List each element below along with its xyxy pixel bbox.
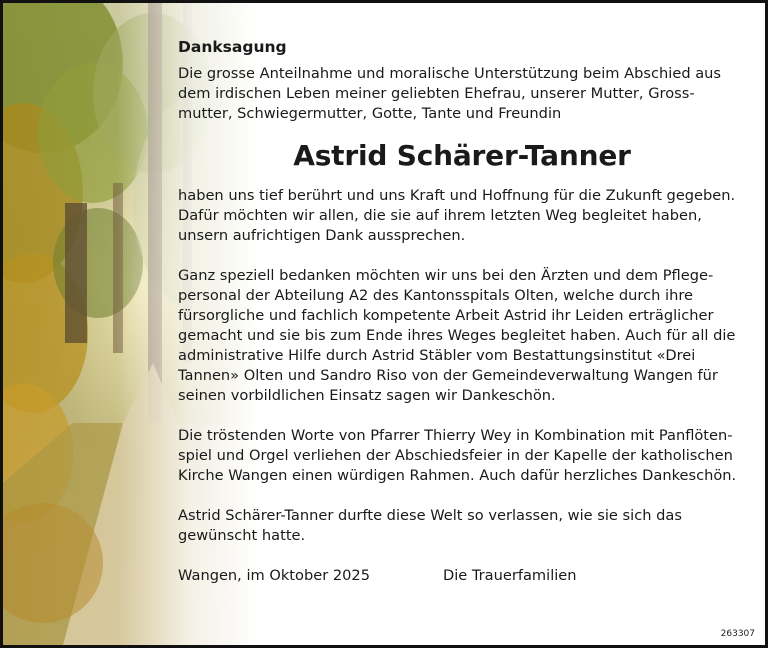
thanks-paragraph-3: Die tröstenden Worte von Pfarrer Thierry Wey in Kombination mit Panflöten-spiel und Orgel verliehen der Abschiedsfeier in der Kapelle der katholischen Kirche Wangen einen würdigen Rahmen. Auch dafür herzliches Dankeschön.: [178, 427, 737, 484]
thanks-paragraph-1: haben uns tief berührt und uns Kraft und Hoffnung für die Zukunft gegeben. Dafür möchten wir allen, die sie auf ihrem letzten Weg begleitet haben, unsern aufrichtigen Dank aussprechen.: [178, 187, 736, 244]
closing-paragraph: Astrid Schärer-Tanner durfte diese Welt so verlassen, wie sie sich das gewünscht hatte.: [178, 507, 682, 544]
place-date: Wangen, im Oktober 2025: [178, 567, 370, 584]
deceased-name: Astrid Schärer-Tanner: [293, 139, 631, 172]
intro-paragraph: Die grosse Anteilnahme und moralische Unterstützung beim Abschied aus dem irdischen Leben meiner geliebten Ehefrau, unserer Mutter, Gross-mutter, Schwiegermutter, Gotte, Tante und Freundin: [178, 65, 722, 122]
spacer: [178, 406, 748, 426]
spacer: [178, 486, 748, 506]
signature: Die Trauerfamilien: [443, 567, 577, 584]
thanks-paragraph-2: Ganz speziell bedanken möchten wir uns bei den Ärzten und dem Pflege-personal der Abteilung A2 des Kantonsspitals Olten, welche durch ihre fürsorgliche und fachlich kompetente Arbeit Astrid ihr Leiden erträglicher gemacht und sie bis zum Ende ihres Weges begleitet haben. Auch für all die administrative Hilfe durch Astrid Stäbler vom Bestattungsinstitut «Drei Tannen» Olten und Sandro Riso von der Gemeindeverwaltung Wangen für seinen vorbildlichen Einsatz sagen wir Dankeschön.: [178, 267, 736, 404]
footer-row: [178, 566, 748, 586]
reference-number: 263307: [720, 629, 755, 639]
spacer: [178, 246, 748, 266]
notice-text: [178, 37, 748, 586]
notice-heading: Danksagung: [178, 38, 287, 56]
